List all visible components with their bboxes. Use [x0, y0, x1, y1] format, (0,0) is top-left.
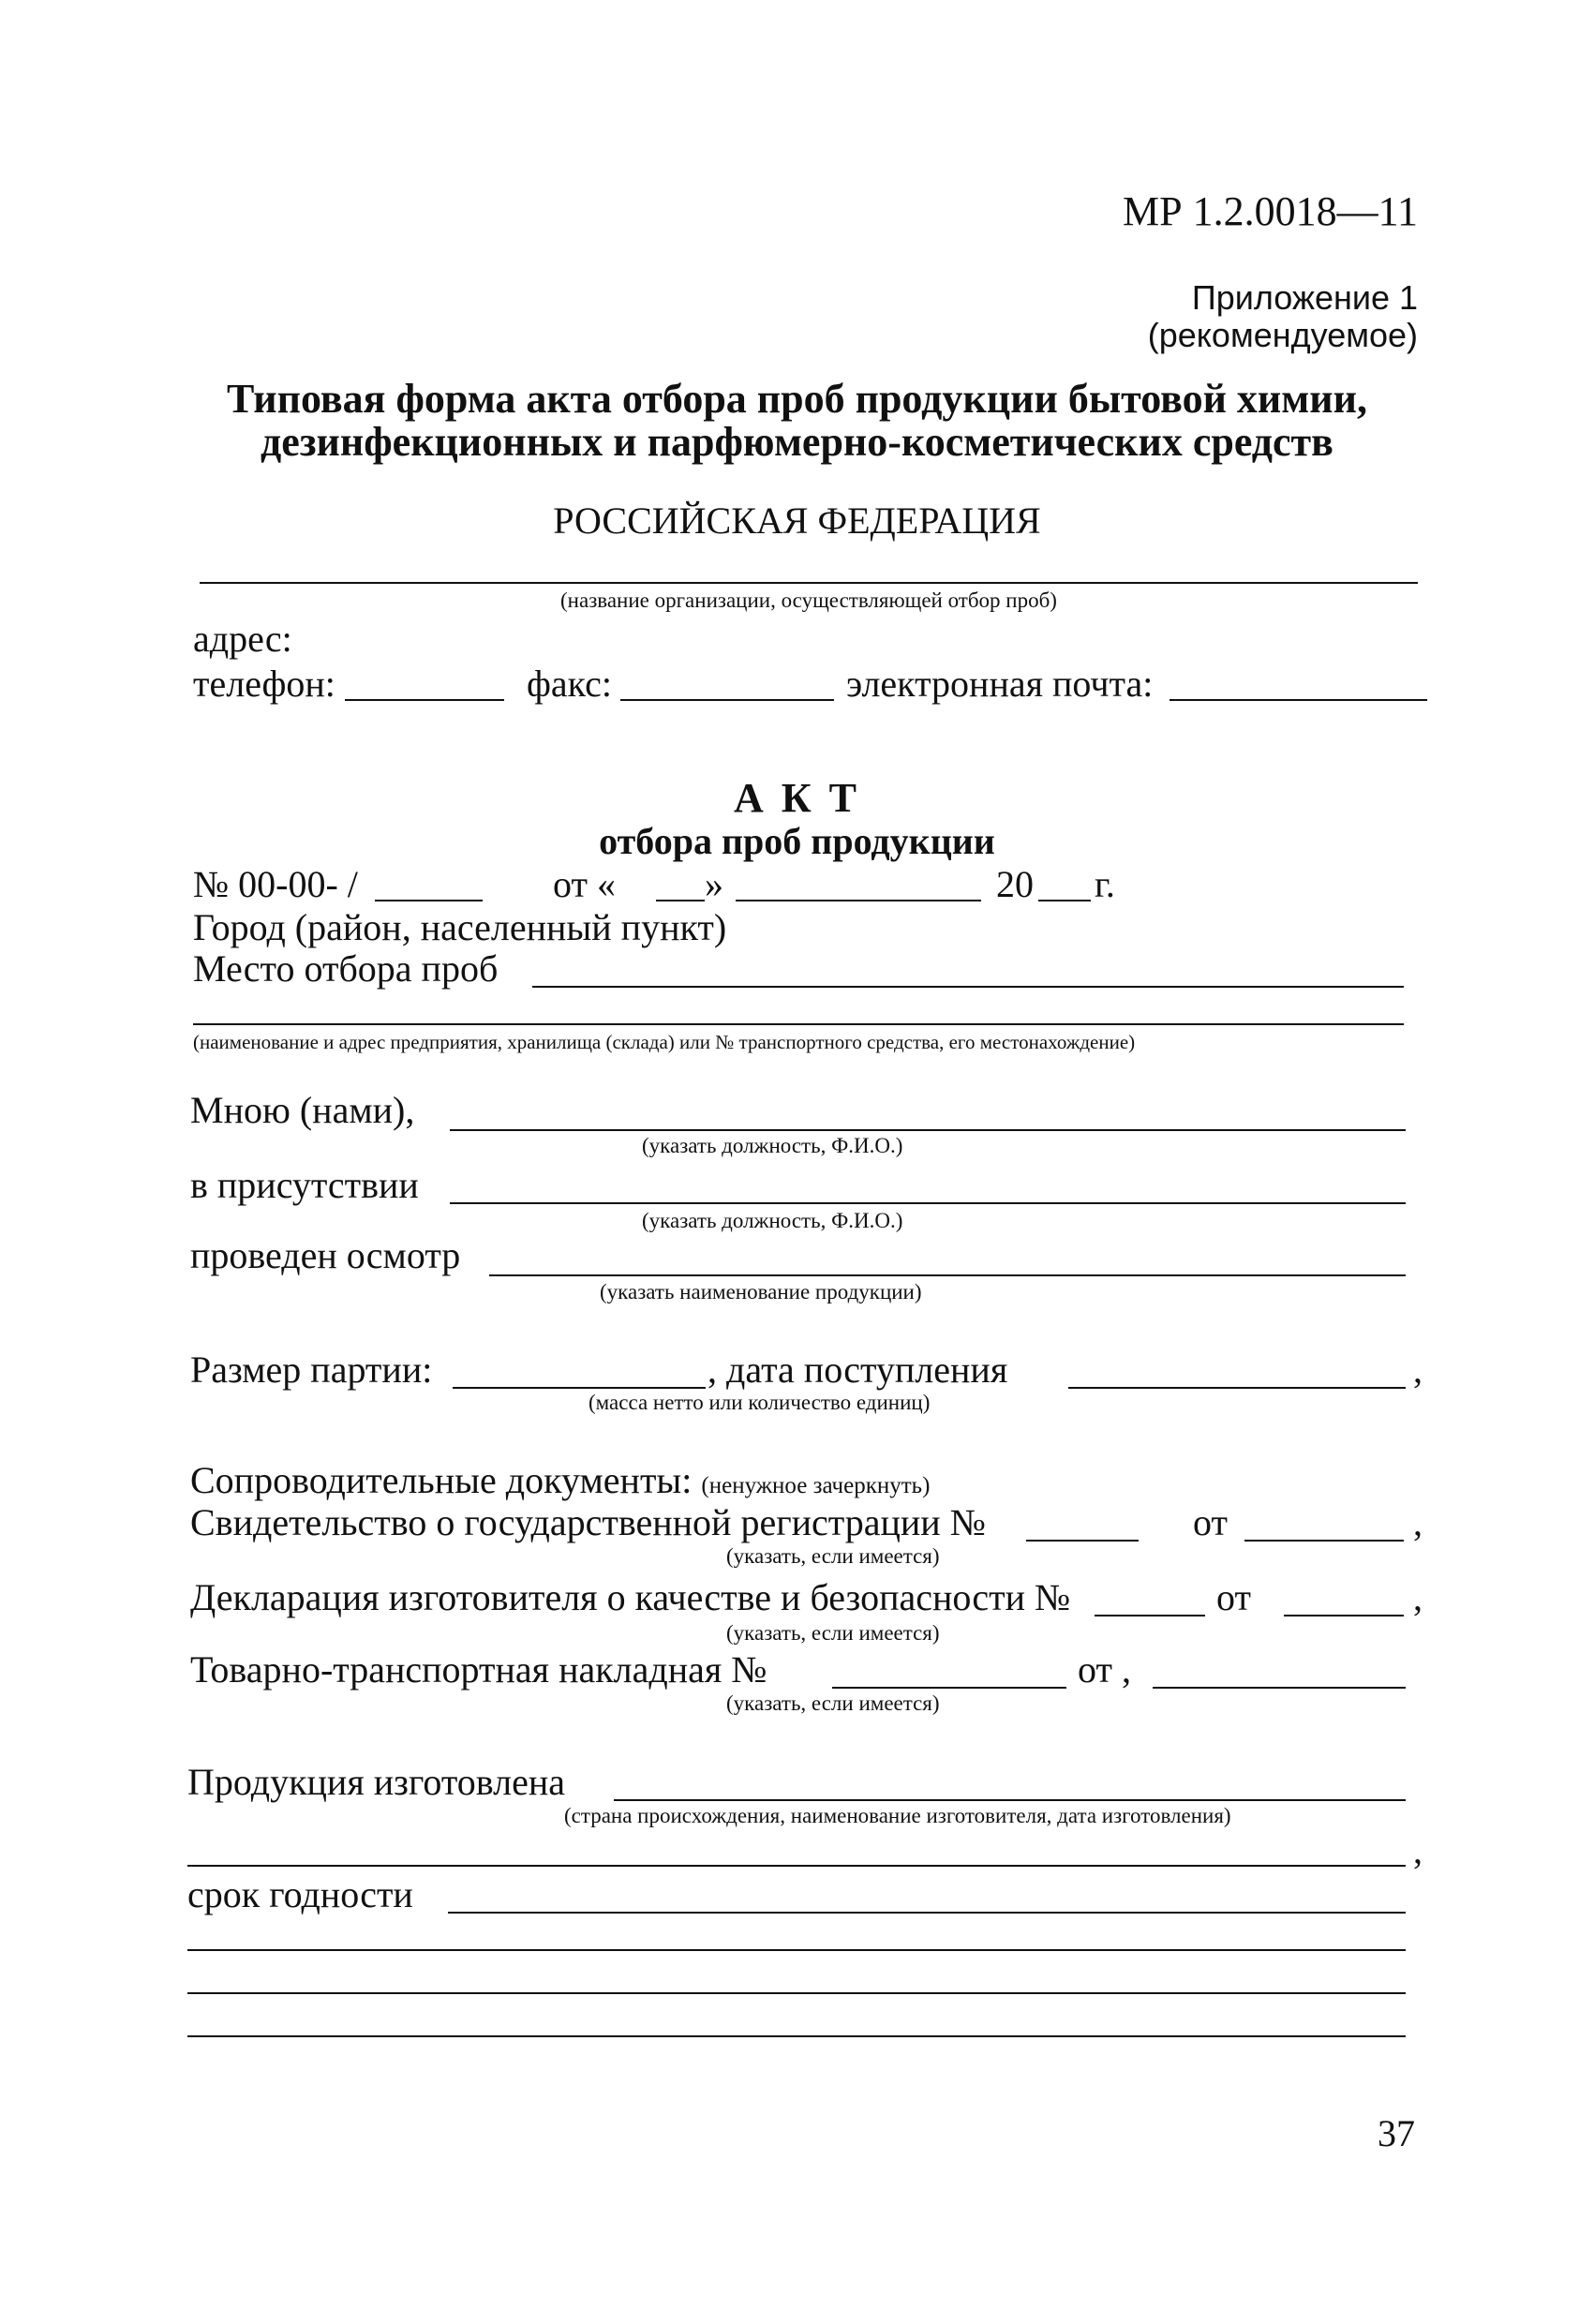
- registration-cert-label: Свидетельство о государственной регистрации №: [190, 1501, 986, 1543]
- documents-heading-text: Сопроводительные документы:: [190, 1459, 693, 1501]
- registration-cert-from: от: [1193, 1501, 1228, 1543]
- registration-cert-comma: ,: [1413, 1501, 1423, 1543]
- produced-caption: (страна происхождения, наименование изготовителя, дата изготовления): [564, 1804, 1231, 1827]
- receipt-date-comma: ,: [1413, 1348, 1423, 1391]
- batch-size-field[interactable]: [453, 1387, 706, 1389]
- sampling-place-field[interactable]: [532, 986, 1404, 988]
- address-label: адрес:: [193, 618, 292, 660]
- declaration-comma: ,: [1413, 1576, 1423, 1618]
- presence-caption: (указать должность, Ф.И.О.): [642, 1209, 903, 1232]
- declaration-number-field[interactable]: [1095, 1615, 1205, 1616]
- email-field[interactable]: [1169, 699, 1427, 701]
- produced-field-2[interactable]: [187, 1865, 1406, 1867]
- extra-line-2[interactable]: [187, 1992, 1406, 1994]
- act-year-suffix: г.: [1095, 863, 1115, 905]
- country-name: РОССИЙСКАЯ ФЕДЕРАЦИЯ: [553, 499, 1041, 542]
- org-name-caption: (название организации, осуществляющей отбор проб): [560, 588, 1057, 612]
- sampling-place-caption: (наименование и адрес предприятия, хранилища (склада) или № транспортного средства, его местонахождение): [193, 1031, 1136, 1053]
- act-quote-close: »: [705, 863, 723, 905]
- form-title-line1: Типовая форма акта отбора проб продукции бытовой химии,: [227, 376, 1367, 422]
- batch-size-label: Размер партии:: [190, 1348, 433, 1391]
- documents-heading: [190, 1460, 930, 1507]
- phone-label: телефон:: [193, 663, 335, 705]
- waybill-date-field[interactable]: [1153, 1687, 1406, 1689]
- act-subheading: отбора проб продукции: [599, 820, 995, 862]
- declaration-label: Декларация изготовителя о качестве и безопасности №: [190, 1576, 1071, 1618]
- act-date-from-label: от «: [553, 863, 616, 905]
- fax-field[interactable]: [620, 699, 834, 701]
- produced-label: Продукция изготовлена: [187, 1761, 566, 1803]
- waybill-label: Товарно-транспортная накладная №: [190, 1648, 767, 1691]
- receipt-date-field[interactable]: [1068, 1387, 1406, 1389]
- page-number: 37: [1378, 2112, 1415, 2154]
- produced-comma: ,: [1413, 1829, 1423, 1871]
- city-label: Город (район, населенный пункт): [193, 906, 727, 948]
- inspection-label: проведен осмотр: [190, 1234, 461, 1276]
- form-title-line2: дезинфекционных и парфюмерно-косметических средств: [261, 419, 1333, 465]
- extra-line-3[interactable]: [187, 2035, 1406, 2037]
- inspector-field[interactable]: [450, 1129, 1406, 1131]
- appendix-note: (рекомендуемое): [1147, 316, 1418, 354]
- receipt-date-label: , дата поступления: [708, 1348, 1008, 1391]
- appendix-label: Приложение 1: [1191, 278, 1418, 317]
- batch-size-caption: (масса нетто или количество единиц): [588, 1391, 931, 1414]
- documents-heading-note: (ненужное зачеркнуть): [701, 1473, 931, 1498]
- document-code: МР 1.2.0018—11: [1123, 188, 1418, 234]
- sampling-place-field-2[interactable]: [193, 1023, 1404, 1025]
- inspection-caption: (указать наименование продукции): [600, 1280, 922, 1304]
- inspection-field[interactable]: [489, 1274, 1406, 1276]
- extra-line-1[interactable]: [187, 1949, 1406, 1951]
- presence-label: в присутствии: [190, 1164, 419, 1206]
- declaration-from: от: [1216, 1576, 1251, 1618]
- act-number-field[interactable]: [375, 900, 483, 901]
- org-name-line: [200, 582, 1418, 584]
- registration-cert-caption: (указать, если имеется): [726, 1544, 940, 1568]
- act-month-field[interactable]: [736, 900, 981, 901]
- act-day-field[interactable]: [656, 900, 705, 901]
- shelf-life-label: срок годности: [187, 1873, 413, 1915]
- act-year-field[interactable]: [1038, 900, 1091, 901]
- act-heading: А К Т: [733, 775, 861, 821]
- sampling-place-label: Место отбора проб: [193, 947, 499, 990]
- waybill-from: от ,: [1078, 1648, 1131, 1691]
- email-label: электронная почта:: [846, 663, 1154, 705]
- act-year-label: 20: [996, 863, 1034, 905]
- declaration-caption: (указать, если имеется): [726, 1621, 940, 1645]
- registration-cert-number-field[interactable]: [1026, 1540, 1139, 1542]
- declaration-date-field[interactable]: [1284, 1615, 1404, 1616]
- produced-field[interactable]: [614, 1799, 1406, 1801]
- registration-cert-date-field[interactable]: [1244, 1540, 1404, 1542]
- act-number-label: № 00-00- /: [193, 863, 358, 905]
- waybill-caption: (указать, если имеется): [726, 1691, 940, 1715]
- shelf-life-field[interactable]: [448, 1912, 1406, 1914]
- presence-field[interactable]: [450, 1202, 1406, 1204]
- inspector-label: Мною (нами),: [190, 1089, 415, 1131]
- inspector-caption: (указать должность, Ф.И.О.): [642, 1134, 903, 1157]
- phone-field[interactable]: [345, 699, 504, 701]
- waybill-number-field[interactable]: [832, 1687, 1066, 1689]
- fax-label: факс:: [527, 663, 612, 705]
